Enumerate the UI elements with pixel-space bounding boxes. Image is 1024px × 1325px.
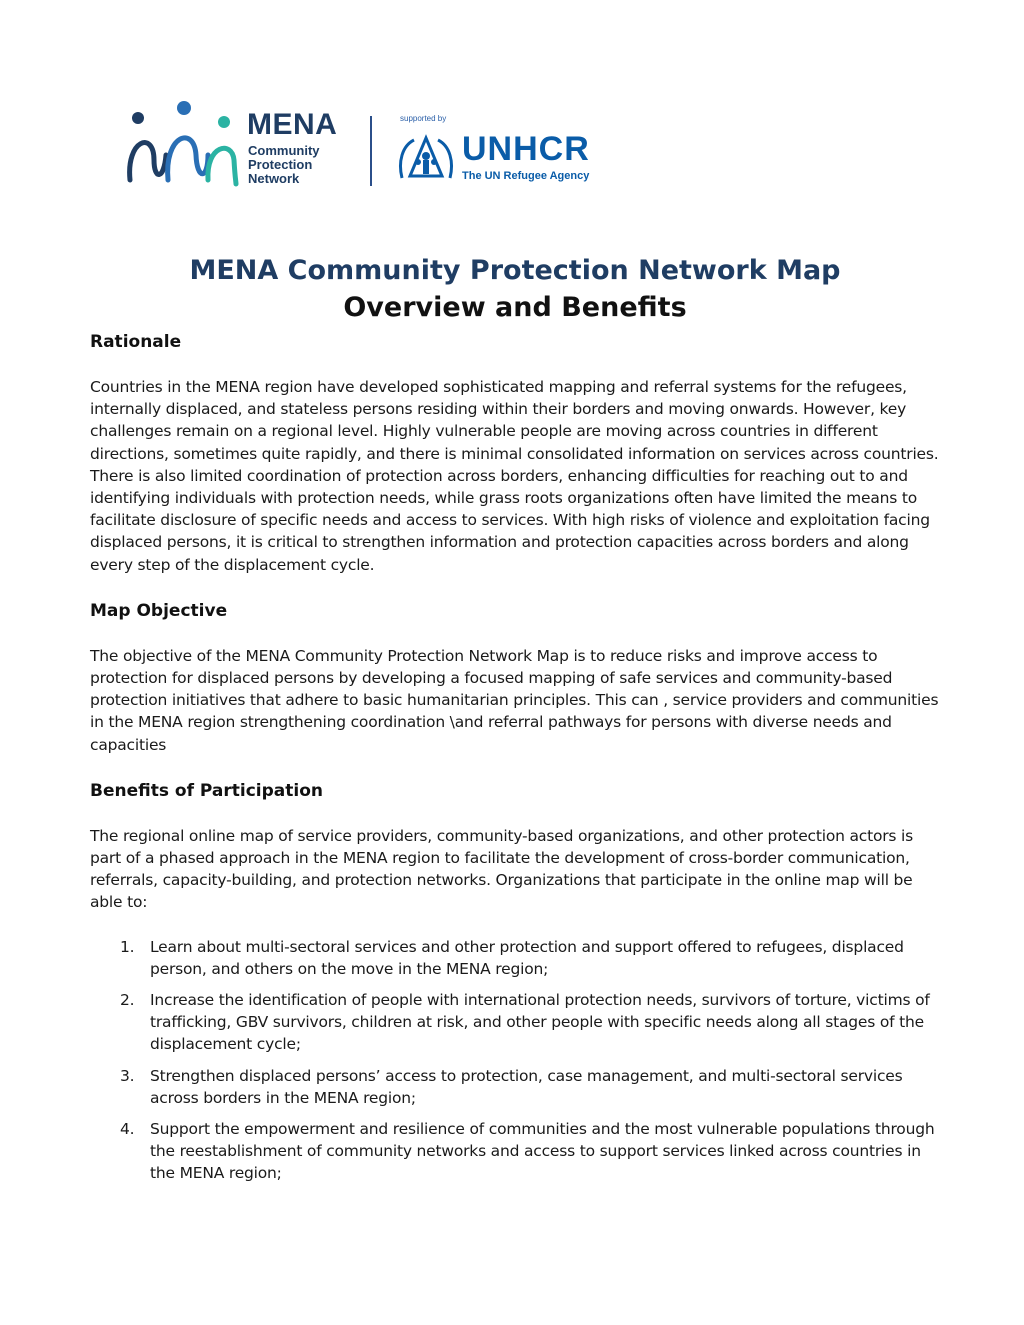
benefits-list — [90, 936, 940, 1185]
section-heading-rationale: Rationale — [90, 332, 182, 352]
list-item — [90, 936, 940, 980]
unhcr-logo — [396, 114, 606, 184]
mena-logo-line-3: Network — [248, 171, 300, 186]
unhcr-logo-title: UNHCR — [462, 130, 590, 168]
section-heading-map-objective: Map Objective — [90, 600, 228, 621]
list-item-text: Support the empowerment and resilience of communities and the most vulnerable populations through the reestablishment of community networks and access to support services linked across countries in the MENA region; — [150, 1120, 935, 1183]
mena-logo-line-2: Protection — [248, 157, 313, 172]
document-title: MENA Community Protection Network Map — [189, 255, 841, 286]
document-header — [120, 96, 620, 192]
mena-logo-subtitle — [248, 144, 320, 186]
mena-logo — [120, 96, 365, 192]
unhcr-emblem-icon — [396, 132, 456, 182]
list-item-number: 2. — [120, 991, 135, 1010]
list-item-number: 3. — [120, 1066, 135, 1085]
unhcr-supported-by: supported by — [400, 114, 447, 123]
mena-logo-title: MENA — [247, 108, 338, 141]
list-item-text: Increase the identification of people with international protection needs, survivors of torture, victims of trafficking, GBV survivors, children at risk, and other people with specific needs along all stages of the displacement cycle; — [150, 991, 930, 1054]
document-body — [90, 252, 940, 1194]
document-subtitle: Overview and Benefits — [343, 292, 687, 323]
logo-divider — [370, 116, 372, 186]
mena-figures-icon — [124, 100, 244, 190]
section-body-map-objective: The objective of the MENA Community Protection Network Map is to reduce risks and improve access to protection for displaced persons by developing a focused mapping of safe services and community-based protection initiatives that adhere to basic humanitarian principles. This can , service providers and communities in the MENA region strengthening coordination \and referral pathways for persons with diverse needs and capacities — [90, 646, 939, 754]
list-item-text: Strengthen displaced persons’ access to protection, case management, and multi-sectoral services across borders in the MENA region; — [150, 1066, 903, 1107]
list-item — [90, 1118, 940, 1185]
unhcr-logo-tagline: The UN Refugee Agency — [462, 170, 590, 182]
section-body-rationale: Countries in the MENA region have developed sophisticated mapping and referral systems for the refugees, internally displaced, and stateless persons residing within their borders and moving onwards. However, key challenges remain on a regional level. Highly vulnerable people are moving across countries in different directions, sometimes quite rapidly, and there is minimal consolidated information on services across countries. There is also limited coordination of protection across borders, enhancing difficulties for reaching out to and identifying individuals with protection needs, while grass roots organizations often have limited the means to facilitate disclosure of specific needs and access to services. With high risks of violence and exploitation facing displaced persons, it is critical to strengthen information and protection capacities across borders and along every step of the displacement cycle. — [90, 378, 939, 574]
list-item-number: 4. — [120, 1120, 135, 1139]
section-body-benefits: The regional online map of service providers, community-based organizations, and other protection actors is part of a phased approach in the MENA region to facilitate the development of cross-border communication, referrals, capacity-building, and protection networks. Organizations that participate in the online map will be able to: — [90, 826, 914, 912]
list-item-text: Learn about multi-sectoral services and other protection and support offered to refugees, displaced person, and others on the move in the MENA region; — [150, 937, 904, 978]
list-item — [90, 989, 940, 1056]
list-item — [90, 1065, 940, 1109]
mena-logo-line-1: Community — [248, 143, 320, 158]
list-item-number: 1. — [120, 937, 135, 956]
section-heading-benefits: Benefits of Participation — [90, 780, 323, 801]
